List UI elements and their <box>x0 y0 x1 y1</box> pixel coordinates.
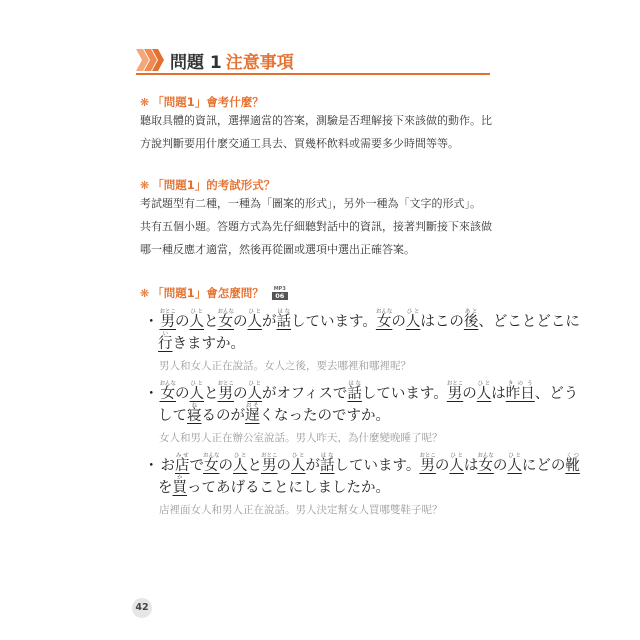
furigana-word: 話はな <box>320 453 335 474</box>
section-heading-text: 「問題1」的考試形式？ <box>152 178 276 192</box>
furigana-word: 男おとこ <box>446 381 464 402</box>
text-segment: きますか。 <box>172 336 245 352</box>
text-segment: の <box>391 314 406 330</box>
furigana-word: 男おとこ <box>159 309 177 330</box>
furigana-word: 男おとこ <box>217 381 235 402</box>
text-segment: ってあげることにしましたか。 <box>187 480 390 496</box>
text-segment: の <box>233 314 248 330</box>
furigana-word: 人ひと <box>449 453 464 474</box>
text-segment: で <box>189 458 204 474</box>
furigana-word: 人ひと <box>507 453 522 474</box>
title-main: 問題 1 <box>170 53 222 73</box>
example-japanese-text <box>158 331 245 352</box>
text-segment: の <box>175 314 190 330</box>
furigana-word: 女おんな <box>217 309 235 330</box>
text-segment: と <box>247 458 262 474</box>
furigana-word: 人ひと <box>405 309 421 330</box>
furigana-word: 女おんな <box>477 453 494 474</box>
furigana-word: 人ひと <box>189 381 204 402</box>
furigana-word: 買か <box>172 475 187 496</box>
text-segment: にどの <box>521 458 566 474</box>
text-segment: して <box>158 408 187 424</box>
text-segment: の <box>434 458 450 474</box>
text-segment: の <box>175 386 190 402</box>
mp3-track-number: 06 <box>272 292 288 300</box>
furigana-word: 人ひと <box>247 309 262 330</box>
flower-bullet-icon: ❋ <box>140 96 150 109</box>
page-title <box>170 48 294 73</box>
example-japanese-text <box>159 381 579 402</box>
text-segment: しています。 <box>361 386 448 402</box>
section-body-format <box>140 192 494 261</box>
furigana-word: 寝ね <box>187 403 202 424</box>
body-line: 考試題型有二種，一種為「圖案的形式」，另外一種為「文字的形式」。 <box>140 197 481 210</box>
furigana-word: 男おとこ <box>419 453 436 474</box>
section-title-bar <box>136 45 490 75</box>
example-1-translation: 男人和女人正在說話。女人之後，要去哪裡和哪裡呢？ <box>159 360 411 372</box>
furigana-word: 人ひと <box>189 309 204 330</box>
text-segment: の <box>218 458 233 474</box>
section-heading-format <box>140 177 275 193</box>
example-japanese-text <box>160 453 580 474</box>
chevron-arrows-icon <box>136 49 164 71</box>
text-segment: 、どことどこに <box>478 314 580 330</box>
section-body-what <box>140 109 494 155</box>
example-3-line-1 <box>144 453 580 475</box>
text-segment: がオフィスで <box>262 386 348 402</box>
furigana-word: 人ひと <box>291 453 306 474</box>
text-segment: の <box>462 386 477 402</box>
body-line: 聽取具體的資訊，選擇適當的答案，測驗是否理解接下來該做的動作。比 <box>140 114 492 127</box>
furigana-word: 後あと <box>463 309 479 330</box>
text-segment: はこの <box>420 314 464 330</box>
furigana-word: 昨日きのう <box>505 381 535 402</box>
text-segment: 、どう <box>534 386 579 402</box>
example-japanese-text <box>159 309 580 330</box>
mp3-track-badge <box>272 287 288 300</box>
furigana-word: 女おんな <box>159 381 177 402</box>
text-segment: の <box>233 386 248 402</box>
furigana-word: 人ひと <box>233 453 248 474</box>
example-3-line-2 <box>158 475 390 497</box>
furigana-word: 女おんな <box>375 309 393 330</box>
example-2-line-2 <box>158 403 390 425</box>
page-number: 42 <box>132 598 152 618</box>
text-segment: と <box>204 314 219 330</box>
text-segment: しています。 <box>291 314 377 330</box>
furigana-word: 話はな <box>276 309 291 330</box>
body-line: 方說判斷要用什麼交通工具去、買幾杯飲料或需要多少時間等等。 <box>140 137 459 150</box>
body-line: 共有五個小題。答題方式為先仔細聽對話中的資訊，接著判斷接下來該做 <box>140 220 492 233</box>
furigana-word: 人ひと <box>247 381 262 402</box>
furigana-word: 話はな <box>347 381 362 402</box>
text-segment: は <box>463 458 479 474</box>
furigana-word: 遅おそ <box>245 403 260 424</box>
example-japanese-text <box>158 475 390 496</box>
text-segment: が <box>262 314 277 330</box>
text-segment: が <box>305 458 320 474</box>
furigana-word: 人ひと <box>476 381 492 402</box>
example-2-line-1 <box>144 381 578 403</box>
furigana-word: 店みせ <box>175 453 190 474</box>
body-line: 哪一種反應才適當，然後再從圖或選項中選出正確答案。 <box>140 243 415 256</box>
bullet: ・ <box>144 386 159 402</box>
example-2-translation: 女人和男人正在辦公室說話。男人昨天，為什麼變晚睡了呢？ <box>159 432 443 444</box>
mp3-label: MP3 <box>273 286 286 292</box>
section-heading-how <box>140 285 288 301</box>
section-heading-text: 「問題1」會考什麼？ <box>152 95 264 109</box>
text-segment: しています。 <box>334 458 421 474</box>
furigana-word: 女おんな <box>203 453 220 474</box>
bullet: ・ <box>144 458 159 474</box>
title-underline <box>136 73 490 75</box>
text-segment: の <box>492 458 508 474</box>
text-segment: は <box>491 386 506 402</box>
example-japanese-text <box>158 403 390 424</box>
section-heading-what <box>140 94 264 110</box>
text-segment: と <box>204 386 219 402</box>
text-segment: るのが <box>201 408 245 424</box>
flower-bullet-icon: ❋ <box>140 179 150 192</box>
flower-bullet-icon: ❋ <box>140 287 150 300</box>
text-segment: くなったのですか。 <box>259 408 390 424</box>
furigana-word: 男おとこ <box>261 453 278 474</box>
bullet: ・ <box>144 314 159 330</box>
title-sub: 注意事項 <box>225 53 294 73</box>
example-1-line-1 <box>144 309 580 331</box>
text-segment: を <box>158 480 173 496</box>
example-3-translation: 店裡面女人和男人正在說話。男人決定幫女人買哪雙鞋子呢？ <box>159 504 443 516</box>
text-segment: お <box>160 458 175 474</box>
furigana-word: 靴くつ <box>565 453 580 474</box>
furigana-word: 行い <box>158 331 173 352</box>
example-1-line-2 <box>158 331 245 353</box>
section-heading-text: 「問題1」會怎麼問？ <box>152 286 264 300</box>
text-segment: の <box>276 458 291 474</box>
